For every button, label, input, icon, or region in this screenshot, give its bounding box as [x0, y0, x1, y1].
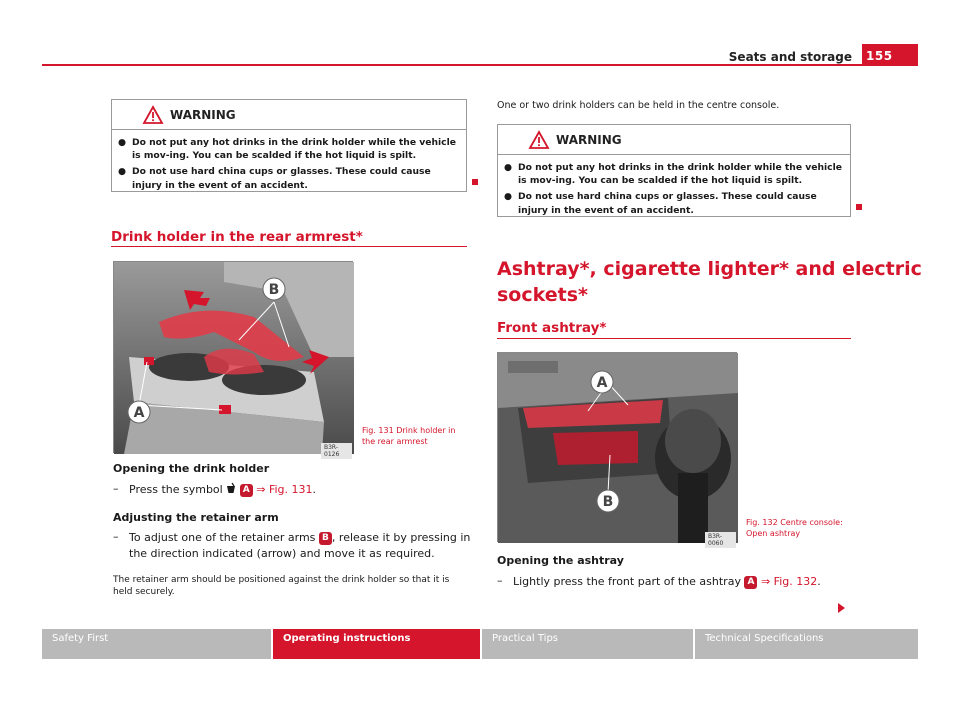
list-dash: –	[113, 482, 119, 495]
warning-item: ● Do not use hard china cups or glasses. These could cause injury in the event of an accident.	[118, 166, 431, 191]
header-rule	[42, 64, 918, 66]
adjusting-heading: Adjusting the retainer arm	[113, 511, 279, 524]
tab-operating-instructions[interactable]: Operating instructions	[273, 629, 480, 659]
step-press-ashtray: Lightly press the front part of the ashtray A ⇒ Fig. 132.	[513, 575, 821, 588]
warning-title: WARNING	[556, 133, 622, 147]
tab-technical-specifications[interactable]: Technical Specifications	[695, 629, 918, 659]
step-adjust-arm: To adjust one of the retainer arms B , release it by pressing in	[129, 531, 471, 544]
label-pill-a: A	[744, 576, 757, 589]
label-pill-b: B	[319, 532, 332, 545]
warning-body	[112, 130, 466, 192]
figure-caption: Fig. 132 Centre console: Open ashtray	[746, 518, 843, 538]
warning-body	[498, 155, 850, 217]
chapter-heading: Ashtray*, cigarette lighter* and electric sockets*	[497, 258, 922, 306]
figure-drink-holder	[113, 261, 353, 458]
warning-title: WARNING	[170, 108, 236, 122]
opening-heading: Opening the ashtray	[497, 554, 624, 567]
section-end-marker	[472, 179, 478, 185]
intro-text: One or two drink holders can be held in the centre console.	[497, 100, 780, 111]
callout-b: B	[602, 494, 614, 510]
section-end-marker	[856, 204, 862, 210]
page-number: 155	[862, 44, 918, 66]
callout-b: B	[268, 282, 280, 298]
warning-box-right	[497, 124, 851, 217]
section-heading: Drink holder in the rear armrest*	[111, 229, 363, 245]
step-press-symbol: Press the symbol A ⇒ Fig. 131.	[129, 483, 317, 496]
callout-a: A	[596, 375, 608, 391]
callout-a: A	[133, 405, 145, 421]
warning-box-left	[111, 99, 467, 192]
label-pill-a: A	[240, 484, 253, 497]
warning-item: ● Do not put any hot drinks in the drink holder while the vehicle is mov-ing. You can be scalded if the hot liquid is spilt.	[118, 137, 456, 162]
list-dash: –	[113, 530, 119, 543]
continued-arrow-icon	[838, 603, 845, 613]
figure-link[interactable]: ⇒ Fig. 131	[256, 483, 313, 496]
ashtray-illustration	[498, 353, 738, 543]
warning-item: ● Do not put any hot drinks in the drink holder while the vehicle is mov-ing. You can be scalded if the hot liquid is spilt.	[504, 162, 842, 187]
tab-safety-first[interactable]: Safety First	[42, 629, 271, 659]
warning-item: ● Do not use hard china cups or glasses. These could cause injury in the event of an accident.	[504, 191, 817, 216]
opening-heading: Opening the drink holder	[113, 462, 270, 475]
step-adjust-arm-line2: the direction indicated (arrow) and move it as required.	[129, 547, 435, 560]
drink-holder-illustration	[114, 262, 354, 454]
cup-icon	[226, 483, 236, 494]
list-dash: –	[497, 574, 503, 587]
section-heading-rule	[111, 246, 467, 247]
warning-triangle-icon	[143, 106, 163, 124]
figure-link[interactable]: ⇒ Fig. 132	[760, 575, 818, 588]
warning-triangle-icon	[529, 131, 549, 149]
figure-ashtray	[497, 352, 737, 547]
running-header-title: Seats and storage	[728, 50, 852, 64]
warning-header	[498, 125, 850, 155]
note-text: The retainer arm should be positioned against the drink holder so that it is held securely.	[113, 575, 450, 597]
figure-code: B3R-0126	[321, 443, 352, 459]
figure-code: B3R-0060	[705, 532, 736, 548]
warning-header	[112, 100, 466, 130]
section-heading-rule	[497, 338, 851, 339]
section-heading: Front ashtray*	[497, 320, 607, 336]
figure-caption: Fig. 131 Drink holder in the rear armrest	[362, 426, 456, 446]
tab-practical-tips[interactable]: Practical Tips	[482, 629, 693, 659]
